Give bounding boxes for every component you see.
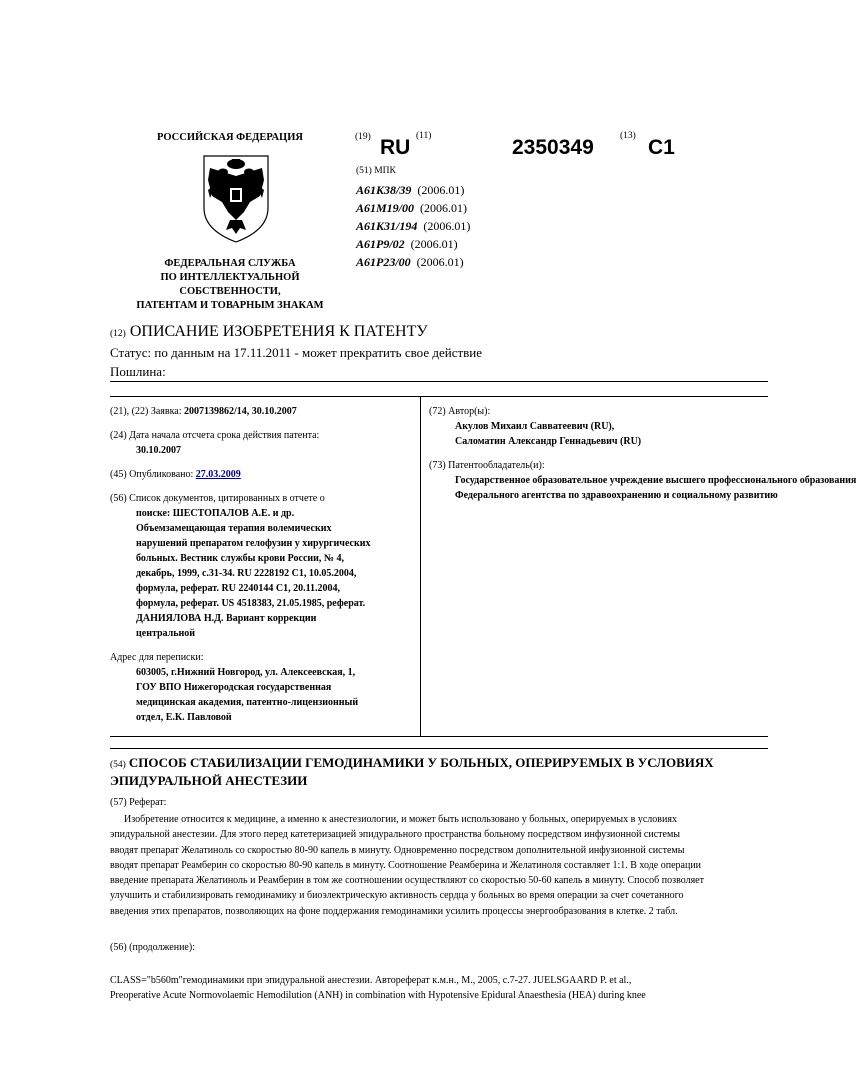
country-code: RU bbox=[380, 136, 411, 159]
divider bbox=[110, 396, 768, 397]
invention-title bbox=[110, 755, 750, 788]
bibliographic-right bbox=[429, 404, 856, 512]
coat-of-arms-icon bbox=[196, 150, 276, 246]
authors-block bbox=[429, 404, 768, 449]
code-13: (13) bbox=[620, 131, 636, 141]
column-divider bbox=[420, 396, 421, 736]
term-block bbox=[110, 428, 415, 458]
ipc-item bbox=[356, 253, 470, 271]
refs-label: (56) Список документов, цитированных в отчете о bbox=[110, 493, 325, 504]
author-name: Акулов Михаил Савватеевич (RU), bbox=[455, 421, 615, 432]
references-continued-text bbox=[110, 973, 720, 1004]
author-name: Саломатин Александр Геннадьевич (RU) bbox=[455, 436, 642, 447]
ipc-year: (2006.01) bbox=[420, 201, 468, 215]
references-block bbox=[110, 491, 415, 641]
references-continued-label: (56) (продолжение): bbox=[110, 942, 195, 953]
refs-line: ДАНИЯЛОВА Н.Д. Вариант коррекции bbox=[136, 613, 317, 624]
ipc-code: A61K31/194 bbox=[356, 219, 418, 233]
kind-code: C1 bbox=[648, 136, 675, 159]
address-label: Адрес для переписки: bbox=[110, 652, 204, 663]
refs-line: формула, реферат. US 4518383, 21.05.1985, реферат. bbox=[136, 598, 366, 609]
ipc-year: (2006.01) bbox=[417, 183, 465, 197]
ipc-code: A61M19/00 bbox=[356, 201, 415, 215]
refs-line: поиске: ШЕСТОПАЛОВ А.Е. и др. bbox=[136, 508, 295, 519]
refs-line: Объемзамещающая терапия волемических bbox=[136, 523, 332, 534]
agency-line: ФЕДЕРАЛЬНАЯ СЛУЖБА bbox=[164, 258, 296, 269]
address-line: ГОУ ВПО Нижегородская государственная bbox=[136, 682, 332, 693]
owner-line: Государственное образовательное учреждение высшего профессионального образования bbox=[455, 475, 856, 486]
duty-line: Пошлина: bbox=[110, 364, 166, 379]
ipc-item bbox=[356, 217, 470, 235]
address-block bbox=[110, 650, 415, 725]
divider bbox=[110, 736, 768, 737]
ipc-year: (2006.01) bbox=[416, 255, 464, 269]
ipc-item bbox=[356, 235, 470, 253]
patent-number: 2350349 bbox=[512, 136, 594, 159]
abstract-label: (57) Реферат: bbox=[110, 797, 167, 808]
refs-line: нарушений препаратом гелофузин у хирургических bbox=[136, 538, 371, 549]
ipc-item bbox=[356, 181, 470, 199]
ipc-code: A61K38/39 bbox=[356, 183, 412, 197]
ipc-list bbox=[356, 181, 470, 271]
address-line: отдел, Е.К. Павловой bbox=[136, 712, 232, 723]
country-name: РОССИЙСКАЯ ФЕДЕРАЦИЯ bbox=[157, 132, 303, 143]
owner-line: Федерального агентства по здравоохранению и социальному развитию bbox=[455, 490, 778, 501]
doc-title bbox=[110, 323, 428, 341]
ipc-year: (2006.01) bbox=[423, 219, 471, 233]
published-date-link[interactable]: 27.03.2009 bbox=[195, 469, 241, 480]
divider bbox=[110, 748, 768, 749]
code-11: (11) bbox=[416, 131, 432, 141]
application-value: 2007139862/14, 30.10.2007 bbox=[184, 406, 297, 417]
term-label: (24) Дата начала отсчета срока действия патента: bbox=[110, 430, 320, 441]
title-code: (12) bbox=[110, 329, 126, 339]
application-block bbox=[110, 404, 415, 419]
address-line: 603005, г.Нижний Новгород, ул. Алексеевская, 1, bbox=[136, 667, 356, 678]
refs-line: больных. Вестник службы крови России, № 4, bbox=[136, 553, 344, 564]
agency-line: ПО ИНТЕЛЛЕКТУАЛЬНОЙ bbox=[160, 272, 300, 283]
agency-line: СОБСТВЕННОСТИ, bbox=[179, 286, 281, 297]
title-text: ОПИСАНИЕ ИЗОБРЕТЕНИЯ К ПАТЕНТУ bbox=[129, 323, 428, 340]
refs-line: декабрь, 1999, с.31-34. RU 2228192 C1, 10.05.2004, bbox=[136, 568, 357, 579]
ipc-item bbox=[356, 199, 470, 217]
published-block bbox=[110, 467, 415, 482]
agency-line: ПАТЕНТАМ И ТОВАРНЫМ ЗНАКАМ bbox=[136, 300, 324, 311]
owner-block bbox=[429, 458, 856, 503]
abstract-text: Изобретение относится к медицине, а именно к анестезиологии, и может быть использовано у больных, оперируемых в условиях эпидуральной анестезии. Для этого перед катетеризацией эпидурального пространства больному посредством инфузионной системы вводят препарат Желатиноль со скоростью 80-90 капель в минуту. Одновременно посредством дополнительной инфузионной системы вводят препарат Реамберин со скоростью 80-90 капель в минуту. Соотношение Реамберина и Желатиноля составляет 1:1. В ходе операции введение препарата Желатиноль и Реамберин в том же соотношении осуществляют со скоростью 50-60 капель в минуту. Способ позволяет улучшить и стабилизировать гемодинамику и биоэлектрическую активность сердца у больных во время операции за счет сочетанного введения этих препаратов, позволяющих на фоне поддержания гемодинамики усилить процессы энергообразования в клетке. 2 табл. bbox=[110, 814, 704, 917]
references-continued-line: Preoperative Acute Normovolaemic Hemodilution (ANH) in combination with Hypotensive Epidural Anaesthesia (HEA) during knee bbox=[110, 990, 646, 1002]
mpk-label: (51) МПК bbox=[356, 166, 396, 176]
bibliographic-left bbox=[110, 404, 415, 734]
address-line: медицинская академия, патентно-лицензионный bbox=[136, 697, 359, 708]
application-label: (21), (22) Заявка: bbox=[110, 406, 182, 417]
ipc-code: A61P9/02 bbox=[356, 237, 405, 251]
term-value: 30.10.2007 bbox=[136, 445, 181, 456]
refs-line: центральной bbox=[136, 628, 196, 639]
refs-line: формула, реферат. RU 2240144 C1, 20.11.2004, bbox=[136, 583, 341, 594]
invention-title-code: (54) bbox=[110, 760, 126, 770]
published-label: (45) Опубликовано: bbox=[110, 469, 194, 480]
references-continued-line: CLASS="b560m"гемодинамики при эпидуральной анестезии. Автореферат к.м.н., М., 2005, с.7-27. JUELSGAARD P. et al., bbox=[110, 975, 632, 986]
ipc-year: (2006.01) bbox=[410, 237, 458, 251]
code-19: (19) bbox=[355, 132, 371, 142]
owner-label: (73) Патентообладатель(и): bbox=[429, 460, 545, 471]
status-line: Статус: по данным на 17.11.2011 - может прекратить свое действие bbox=[110, 345, 483, 360]
agency-name bbox=[110, 257, 350, 313]
divider bbox=[110, 381, 768, 382]
authors-label: (72) Автор(ы): bbox=[429, 406, 491, 417]
invention-title-text: СПОСОБ СТАБИЛИЗАЦИИ ГЕМОДИНАМИКИ У БОЛЬНЫХ, ОПЕРИРУЕМЫХ В УСЛОВИЯХ ЭПИДУРАЛЬНОЙ АНЕСТЕЗИИ bbox=[110, 755, 714, 788]
ipc-code: A61P23/00 bbox=[356, 255, 411, 269]
